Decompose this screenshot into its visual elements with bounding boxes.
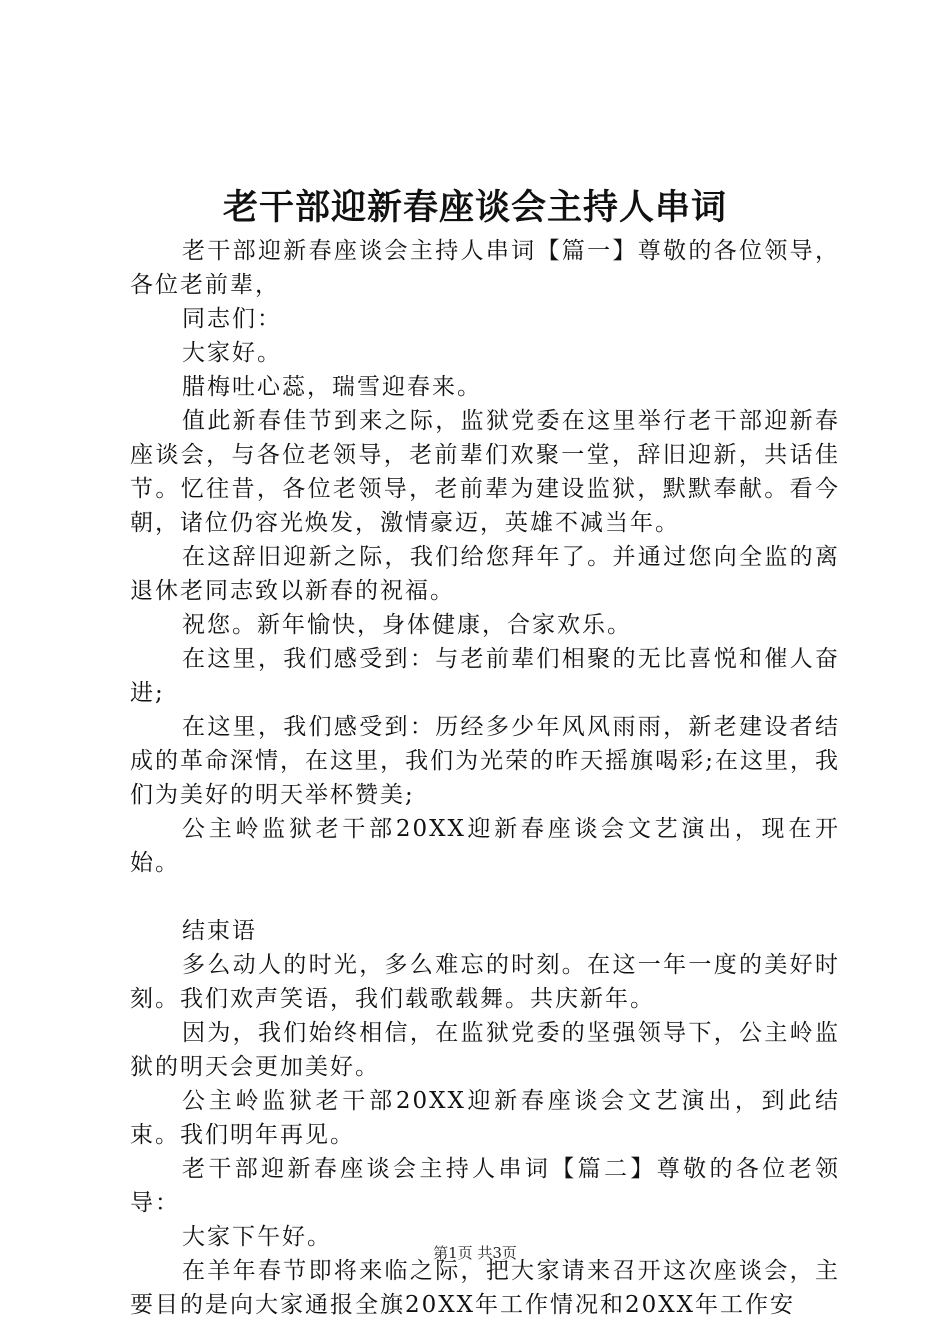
paragraph: 在这里，我们感受到：与老前辈们相聚的无比喜悦和催人奋进; <box>130 646 840 706</box>
document-body <box>130 234 840 1322</box>
paragraph: 值此新春佳节到来之际，监狱党委在这里举行老干部迎新春座谈会，与各位老领导，老前辈们欢聚一堂，辞旧迎新，共话佳节。忆往昔，各位老领导，老前辈为建设监狱，默默奉献。看今朝，诸位仍容光焕发，激情豪迈，英雄不减当年。 <box>130 408 840 536</box>
page-footer: 第1页 共3页 <box>433 1244 517 1262</box>
paragraph: 多么动人的时光，多么难忘的时刻。在这一年一度的美好时刻。我们欢声笑语，我们载歌载舞。共庆新年。 <box>130 952 840 1012</box>
section-heading: 结束语 <box>182 918 257 944</box>
paragraph: 大家下午好。 <box>182 1224 332 1250</box>
paragraph: 大家好。 <box>182 340 282 366</box>
blank-line <box>130 880 840 914</box>
paragraph: 老干部迎新春座谈会主持人串词【篇一】尊敬的各位领导，各位老前辈， <box>130 238 840 298</box>
paragraph: 公主岭监狱老干部20XX迎新春座谈会文艺演出，到此结束。我们明年再见。 <box>130 1088 840 1148</box>
paragraph: 因为，我们始终相信，在监狱党委的坚强领导下，公主岭监狱的明天会更加美好。 <box>130 1020 840 1080</box>
paragraph: 老干部迎新春座谈会主持人串词【篇二】尊敬的各位老领导： <box>130 1156 840 1216</box>
document-title: 老干部迎新春座谈会主持人串词 <box>222 188 727 228</box>
paragraph: 同志们： <box>182 306 282 332</box>
paragraph: 公主岭监狱老干部20XX迎新春座谈会文艺演出，现在开始。 <box>130 816 840 876</box>
paragraph: 在这里，我们感受到：历经多少年风风雨雨，新老建设者结成的革命深情，在这里，我们为光荣的昨天摇旗喝彩;在这里，我们为美好的明天举杯赞美; <box>130 714 840 808</box>
paragraph: 腊梅吐心蕊，瑞雪迎春来。 <box>182 374 482 400</box>
paragraph: 祝您。新年愉快，身体健康，合家欢乐。 <box>182 612 632 638</box>
paragraph: 在这辞旧迎新之际，我们给您拜年了。并通过您向全监的离退休老同志致以新春的祝福。 <box>130 544 840 604</box>
paragraph: 在羊年春节即将来临之际，把大家请来召开这次座谈会，主要目的是向大家通报全旗20XX年工作情况和20XX年工作安 <box>130 1258 840 1318</box>
